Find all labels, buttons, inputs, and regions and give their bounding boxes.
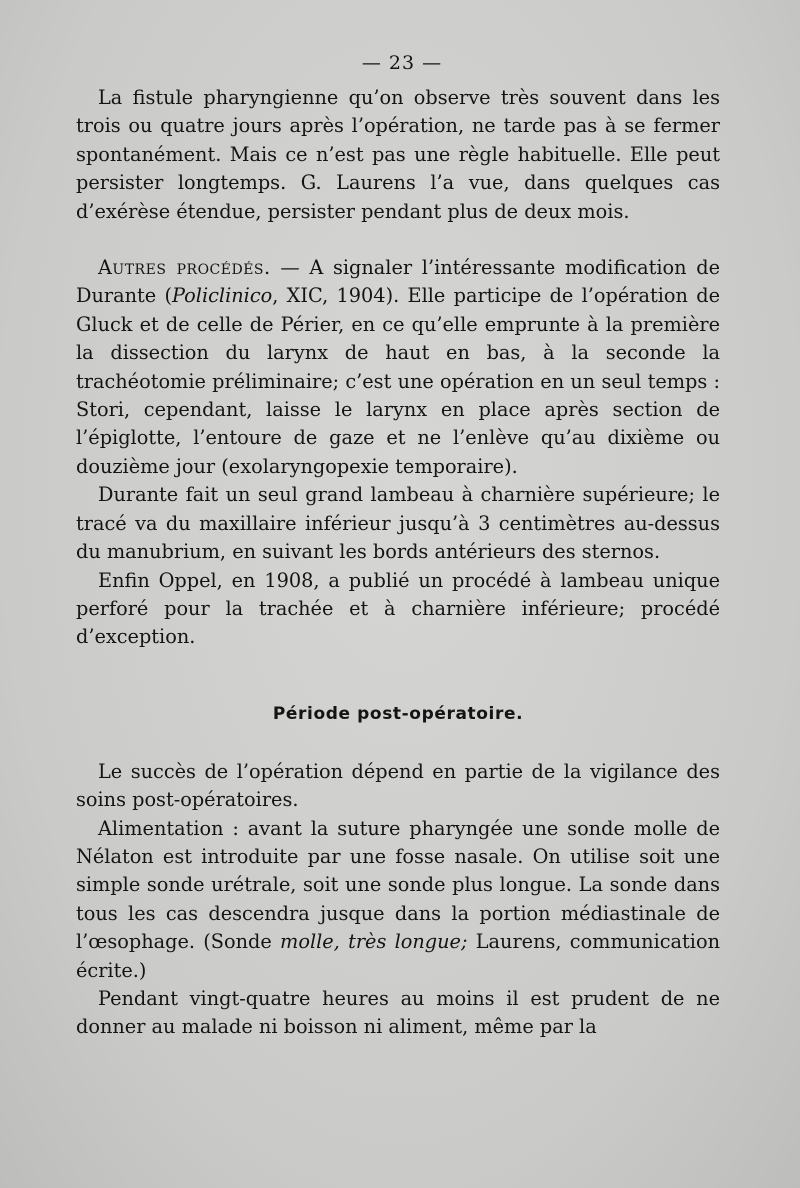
section-heading: Période post-opératoire.	[272, 703, 524, 724]
paragraph-succes: Le succès de l’opération dépend en partie de la vigilance des soins post-opératoires.	[76, 759, 720, 812]
paragraph-text: , XIC, 1904). Elle participe de l’opération de Gluck et de celle de Périer, en ce qu’elle emprunte à la première la dissection du larynx de haut en bas, à la seconde la trachéotomie préliminaire; c’est une opération en un seul temps : Stori, cependant, laisse le larynx en place après section de l’épiglotte, l’entoure de gaze et ne l’enlève qu’au dixième ou douzième jour (exolaryngopexie temporaire).	[76, 284, 720, 478]
paragraph-lead: Autres procédés.	[98, 256, 271, 280]
page-body	[76, 48, 720, 1042]
paragraph-oppel: Enfin Oppel, en 1908, a publié un procédé à lambeau unique perforé pour la trachée et à charnière inférieure; procédé d’exception.	[76, 568, 720, 649]
paragraph-durante: Durante fait un seul grand lambeau à charnière supérieure; le tracé va du maxillaire inférieur jusqu’à 3 centimètres au-dessus du manubrium, en suivant les bords antérieurs des sternos.	[76, 483, 720, 564]
paragraph-text: Alimentation : avant la suture pharyngée une sonde molle de Nélaton est introduite par une fosse nasale. On utilise soit une simple sonde urétrale, soit une sonde plus longue. La sonde dans tous les cas descendra jusque dans la portion médiastinale de l’œsophage. (Sonde	[76, 816, 720, 954]
paragraph-text: Laurens, communication écrite.)	[76, 930, 720, 982]
paragraph-text: — A signaler l’intéressante modification de Durante (	[76, 256, 720, 308]
emphasis-text: molle, très longue;	[280, 930, 468, 954]
page-number: — 23 —	[361, 52, 443, 74]
paragraph-fistule: La fistule pharyngienne qu’on observe très souvent dans les trois ou quatre jours après l’opération, ne tarde pas à se fermer spontanément. Mais ce n’est pas une règle habituelle. Elle peut persister longtemps. G. Laurens l’a vue, dans quelques cas d’exérèse étendue, persister pendant plus de deux mois.	[76, 86, 720, 223]
paragraph-autres-procedes	[76, 254, 720, 481]
paragraph-pendant: Pendant vingt-quatre heures au moins il est prudent de ne donner au malade ni boisson ni aliment, même par la	[76, 986, 720, 1039]
journal-title: Policlinico	[171, 284, 273, 308]
paragraph-alimentation	[76, 815, 720, 985]
